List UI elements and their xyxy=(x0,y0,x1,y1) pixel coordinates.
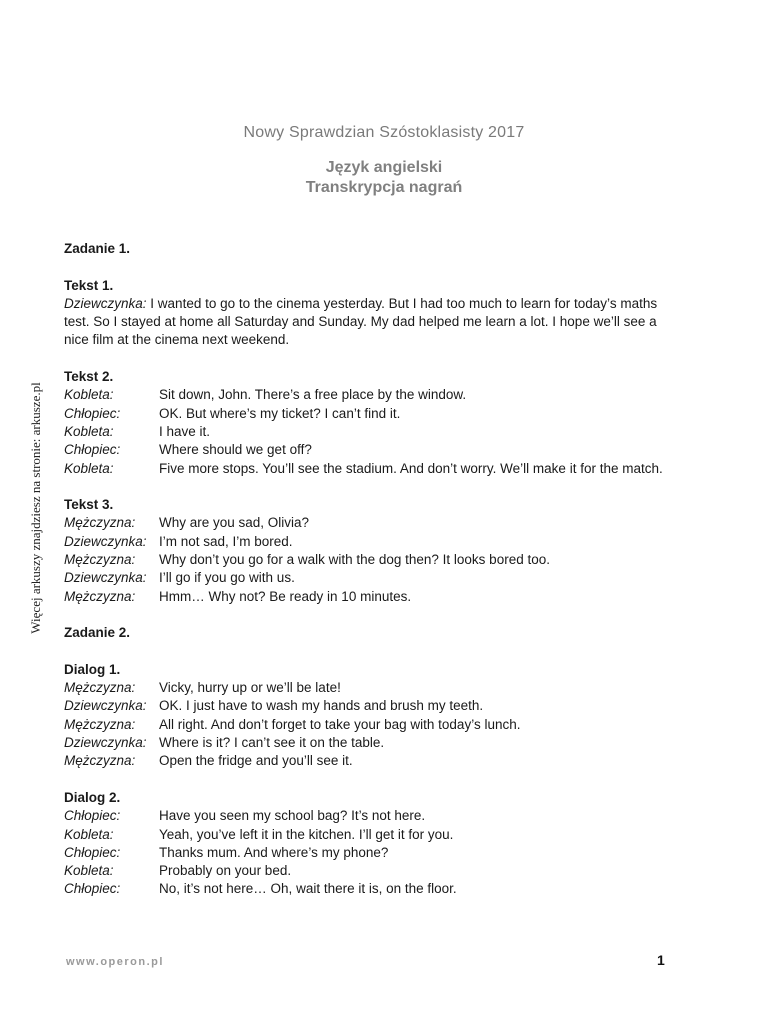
dialogue-line xyxy=(64,569,672,587)
speaker-label: Chłopiec: xyxy=(64,808,121,824)
dialogue-line xyxy=(64,844,672,862)
dialogue-line xyxy=(64,405,672,423)
exam-subtitle xyxy=(0,158,768,198)
speaker-label: Kobleta: xyxy=(64,387,114,403)
utterance: Sit down, John. There’s a free place by the window. xyxy=(159,387,467,403)
speaker-label: Dziewczynka: xyxy=(64,698,147,714)
subject-title: Język angielski xyxy=(325,159,443,176)
speaker-label: Dziewczynka: xyxy=(64,570,147,586)
utterance: Probably on your bed. xyxy=(159,863,292,879)
speaker-label: Kobleta: xyxy=(64,863,114,879)
dialogue-line xyxy=(64,716,672,734)
side-watermark-text: Więcej arkuszy znajdziesz na stronie: arkusze.pl xyxy=(28,382,43,634)
text1-heading: Tekst 1. xyxy=(64,277,114,293)
utterance: I’m not sad, I’m bored. xyxy=(159,533,293,549)
speaker-label: Chłopiec: xyxy=(64,442,121,458)
speaker-label: Chłopiec: xyxy=(64,844,121,860)
text3-dialogue xyxy=(64,514,672,605)
utterance: Where should we get off? xyxy=(159,442,312,458)
utterance: Open the fridge and you’ll see it. xyxy=(159,753,353,769)
dialogue-line xyxy=(64,441,672,459)
dialog2-heading: Dialog 2. xyxy=(64,789,121,805)
dialogue-line xyxy=(64,423,672,441)
page-number: 1 xyxy=(657,952,665,968)
dialogue-line xyxy=(64,862,672,880)
dialogue-line xyxy=(64,588,672,606)
utterance: Where is it? I can’t see it on the table. xyxy=(159,735,385,751)
utterance: Why are you sad, Olivia? xyxy=(159,515,310,531)
utterance: All right. And don’t forget to take your bag with today’s lunch. xyxy=(159,716,521,732)
text2-heading: Tekst 2. xyxy=(64,369,114,385)
utterance: I’ll go if you go with us. xyxy=(159,570,295,586)
dialogue-line xyxy=(64,514,672,532)
footer-website-link[interactable]: www.operon.pl xyxy=(66,956,164,968)
dialogue-line xyxy=(64,460,672,478)
text3-heading: Tekst 3. xyxy=(64,497,114,513)
dialogue-line xyxy=(64,386,672,404)
dialogue-line xyxy=(64,807,672,825)
utterance: Hmm… Why not? Be ready in 10 minutes. xyxy=(159,588,412,604)
dialogue-line xyxy=(64,679,672,697)
task2-heading: Zadanie 2. xyxy=(64,625,131,641)
dialogue-line xyxy=(64,826,672,844)
dialogue-line xyxy=(64,880,672,898)
speaker-label: Kobleta: xyxy=(64,423,114,439)
page-header xyxy=(0,124,768,198)
speaker-label: Dziewczynka: xyxy=(64,533,147,549)
dialogue-line xyxy=(64,697,672,715)
utterance: Five more stops. You’ll see the stadium. And don’t worry. We’ll make it for the match. xyxy=(159,460,663,476)
speaker-label: Kobleta: xyxy=(64,460,114,476)
task1-heading: Zadanie 1. xyxy=(64,241,131,256)
transcript-title: Transkrypcja nagrań xyxy=(305,179,463,196)
utterance: No, it’s not here… Oh, wait there it is, on the floor. xyxy=(159,881,457,897)
speaker-label: Dziewczynka: xyxy=(64,735,147,751)
utterance: Thanks mum. And where’s my phone? xyxy=(159,844,389,860)
utterance: Yeah, you’ve left it in the kitchen. I’ll get it for you. xyxy=(159,826,454,842)
dialogue-line xyxy=(64,551,672,569)
speaker-label: Mężczyzna: xyxy=(64,588,136,604)
dialog2-dialogue xyxy=(64,807,672,898)
speaker-label: Kobleta: xyxy=(64,826,114,842)
utterance: OK. I just have to wash my hands and brush my teeth. xyxy=(159,698,484,714)
dialogue-line xyxy=(64,752,672,770)
dialog1-heading: Dialog 1. xyxy=(64,661,121,677)
utterance: Why don’t you go for a walk with the dog then? It looks bored too. xyxy=(159,552,550,568)
speaker-label: Mężczyzna: xyxy=(64,515,136,531)
utterance: I have it. xyxy=(159,423,211,439)
dialogue-line xyxy=(64,533,672,551)
speaker-label: Mężczyzna: xyxy=(64,680,136,696)
dialogue-line xyxy=(64,734,672,752)
text1-paragraph xyxy=(64,295,672,350)
text2-dialogue xyxy=(64,386,672,477)
transcript-content xyxy=(64,240,672,899)
utterance: I wanted to go to the cinema yesterday. But I had too much to learn for today’s maths test. So I stayed at home all Saturday and Sunday. My dad helped me learn a lot. I hope we’ll see a nice film at the cinema next weekend. xyxy=(64,295,658,348)
exam-title: Nowy Sprawdzian Szóstoklasisty 2017 xyxy=(243,124,525,141)
speaker-label: Chłopiec: xyxy=(64,405,121,421)
speaker-label: Chłopiec: xyxy=(64,881,121,897)
speaker-label: Mężczyzna: xyxy=(64,753,136,769)
utterance: Vicky, hurry up or we’ll be late! xyxy=(159,680,341,696)
utterance: Have you seen my school bag? It’s not here. xyxy=(159,808,426,824)
speaker-label: Dziewczynka: xyxy=(64,295,147,311)
speaker-label: Mężczyzna: xyxy=(64,552,136,568)
utterance: OK. But where’s my ticket? I can’t find it. xyxy=(159,405,401,421)
dialog1-dialogue xyxy=(64,679,672,770)
speaker-label: Mężczyzna: xyxy=(64,716,136,732)
